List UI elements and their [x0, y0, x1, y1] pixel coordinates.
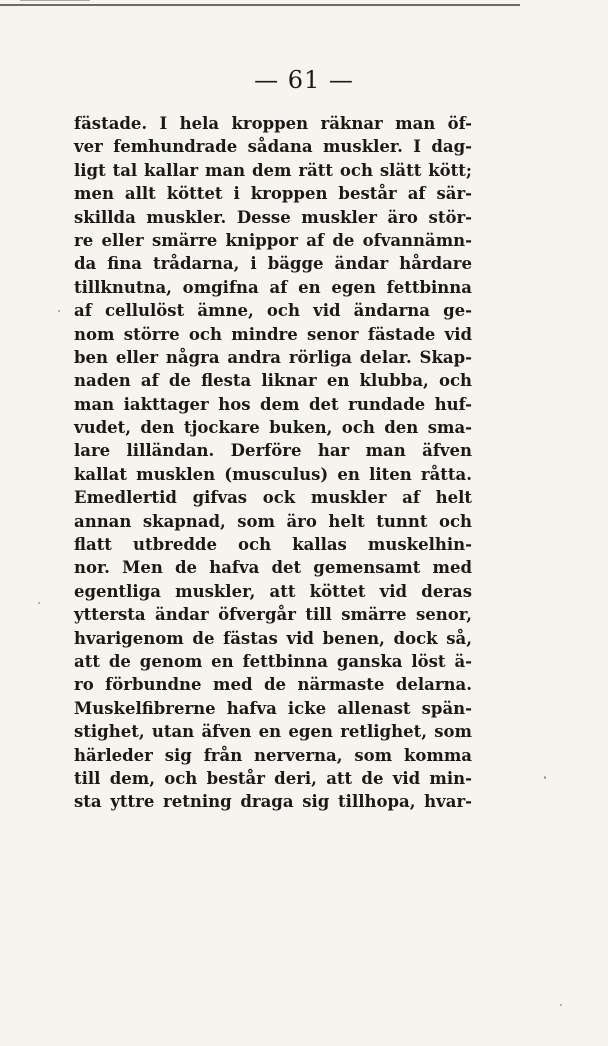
text-line: da fina trådarna, i bägge ändar hårdare [74, 254, 472, 274]
text-line: re eller smärre knippor af de ofvannämn- [74, 230, 472, 250]
paper-speck [544, 776, 546, 779]
text-line: att de genom en fettbinna ganska löst ä- [74, 651, 472, 671]
text-line: nom större och mindre senor fästade vid [74, 324, 472, 344]
text-line: vudet, den tjockare buken, och den sma- [74, 418, 472, 438]
text-line: skillda muskler. Desse muskler äro stör- [74, 207, 472, 227]
text-line: men allt köttet i kroppen består af sär- [74, 184, 472, 204]
text-line: hvarigenom de fästas vid benen, dock så, [74, 628, 472, 648]
text-line: yttersta ändar öfvergår till smärre senor, [74, 605, 472, 625]
text-line: kallat musklen (musculus) en liten råtta. [74, 464, 472, 484]
text-line: annan skapnad, som äro helt tunnt och [74, 511, 472, 531]
body-text [74, 112, 472, 814]
text-line: ligt tal kallar man dem rätt och slätt kött; [74, 160, 472, 180]
text-line: Muskelfibrerne hafva icke allenast spän- [74, 698, 472, 718]
text-line: fästade. I hela kroppen räknar man öf- [74, 114, 472, 133]
text-line: Emedlertid gifvas ock muskler af helt [74, 488, 472, 508]
text-line: till dem, och består deri, att de vid min- [74, 768, 472, 788]
text-line: nor. Men de hafva det gemensamt med [74, 558, 472, 578]
paper-speck [560, 1004, 562, 1006]
text-line: tillknutna, omgifna af en egen fettbinna [74, 277, 472, 297]
page-edge-mark [20, 0, 90, 1]
text-line: egentliga muskler, att köttet vid deras [74, 581, 472, 601]
paper-speck [58, 310, 60, 312]
text-line: härleder sig från nerverna, som komma [74, 745, 472, 765]
text-line: flatt utbredde och kallas muskelhin- [74, 535, 472, 555]
text-line: stighet, utan äfven en egen retlighet, som [74, 722, 472, 742]
text-line: man iakttager hos dem det rundade huf- [74, 394, 472, 414]
text-line: ver femhundrade sådana muskler. I dag- [74, 137, 472, 157]
top-rule [0, 4, 520, 6]
page-number: — 61 — [254, 66, 354, 94]
text-line: ben eller några andra rörliga delar. Skap- [74, 347, 472, 367]
text-line: ro förbundne med de närmaste delarna. [74, 675, 472, 695]
text-line: af cellulöst ämne, och vid ändarna ge- [74, 301, 472, 321]
text-line: naden af de flesta liknar en klubba, och [74, 371, 472, 391]
text-line: lare lilländan. Derföre har man äfven [74, 441, 472, 461]
text-line: sta yttre retning draga sig tillhopa, hvar- [74, 792, 472, 812]
paper-speck [38, 602, 40, 604]
